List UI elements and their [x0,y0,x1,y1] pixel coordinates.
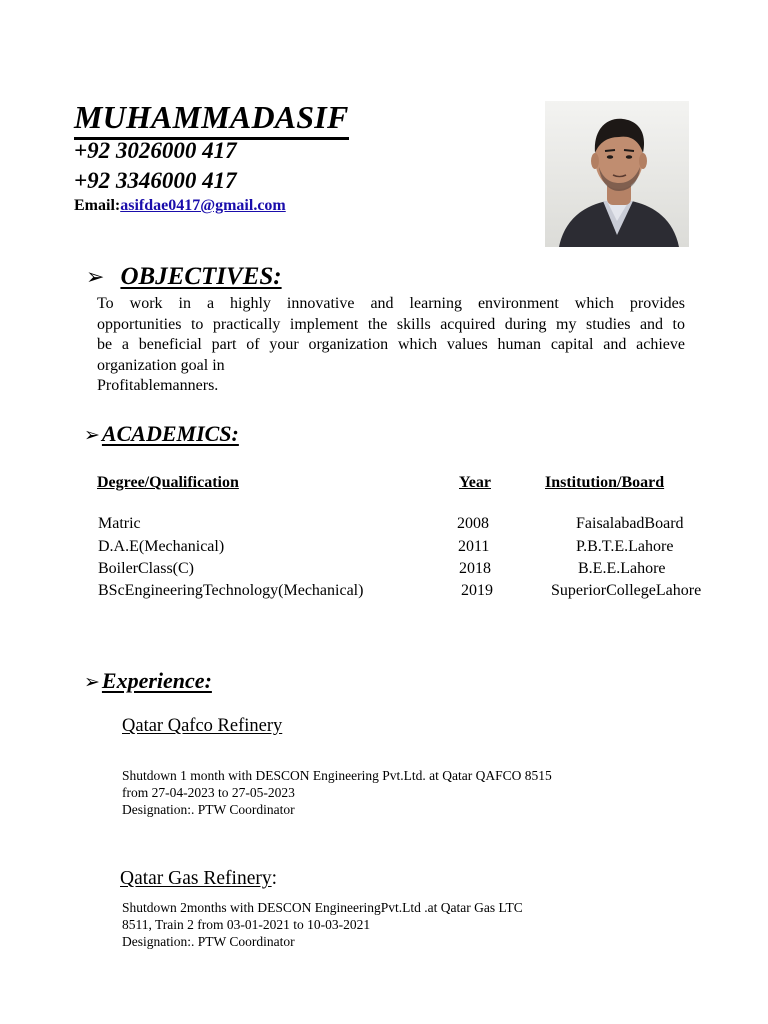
job-details [122,899,523,950]
objectives-text [97,294,685,397]
academics-heading [84,420,239,450]
email-link[interactable]: asifdae0417@gmail.com [120,197,286,214]
job-detail-line: from 27-04-2023 to 27-05-2023 [122,785,295,800]
table-header-institution: Institution/Board [545,474,665,491]
experience-title: Experience: [101,668,212,693]
phone-number-2: +92 3346000 417 [74,168,237,193]
company-name [122,714,282,738]
email-row [74,196,286,216]
arrow-bullet-icon: ➢ [86,264,105,289]
institution-cell: FaisalabadBoard [576,515,684,532]
year-cell: 2019 [461,582,493,599]
job-detail-line: 8511, Train 2 from 03-01-2021 to 10-03-2021 [122,917,371,932]
profile-photo-drawing [545,101,689,247]
profile-photo [545,101,689,247]
email-label: Email: [74,197,121,214]
institution-cell: SuperiorCollegeLahore [551,582,702,599]
job-detail-line: Shutdown 2months with DESCON EngineeringPvt.Ltd .at Qatar Gas LTC [122,900,523,915]
degree-cell: D.A.E(Mechanical) [98,538,225,555]
candidate-name: MUHAMMADASIF [74,98,349,140]
job-detail-line: Shutdown 1 month with DESCON Engineering Pvt.Ltd. at Qatar QAFCO 8515 [122,768,552,783]
experience-heading [84,667,212,697]
objectives-title: OBJECTIVES: [120,263,282,290]
degree-cell: Matric [98,515,141,532]
arrow-bullet-icon: ➢ [84,672,100,693]
objectives-line: Profitablemanners. [97,377,219,394]
degree-cell: BScEngineeringTechnology(Mechanical) [98,582,364,599]
job-details [122,767,552,818]
company-name [120,867,277,891]
year-cell: 2008 [457,515,489,532]
objectives-heading [86,261,282,293]
year-cell: 2018 [459,560,491,577]
degree-cell: BoilerClass(C) [98,560,194,577]
phone-number-1: +92 3026000 417 [74,138,237,163]
table-header-degree: Degree/Qualification [97,474,239,491]
year-cell: 2011 [458,538,490,555]
objectives-line: opportunities to practically implement the skills acquired during my studies and to [97,315,685,333]
academics-title: ACADEMICS: [101,421,239,446]
job-detail-line: Designation:. PTW Coordinator [122,934,295,949]
objectives-line: organization goal in [97,356,225,374]
objectives-line: To work in a highly innovative and learning environment which provides [97,295,685,312]
objectives-line: be a beneficial part of your organization which values human capital and achieve [97,336,685,353]
table-header-year: Year [459,474,491,491]
job-detail-line: Designation:. PTW Coordinator [122,802,295,817]
company-title: Qatar Gas Refinery [120,868,272,889]
arrow-bullet-icon: ➢ [84,425,100,446]
company-suffix: : [271,868,278,889]
institution-cell: B.E.E.Lahore [578,560,666,577]
institution-cell: P.B.T.E.Lahore [576,538,674,555]
company-title: Qatar Qafco Refinery [122,716,283,736]
